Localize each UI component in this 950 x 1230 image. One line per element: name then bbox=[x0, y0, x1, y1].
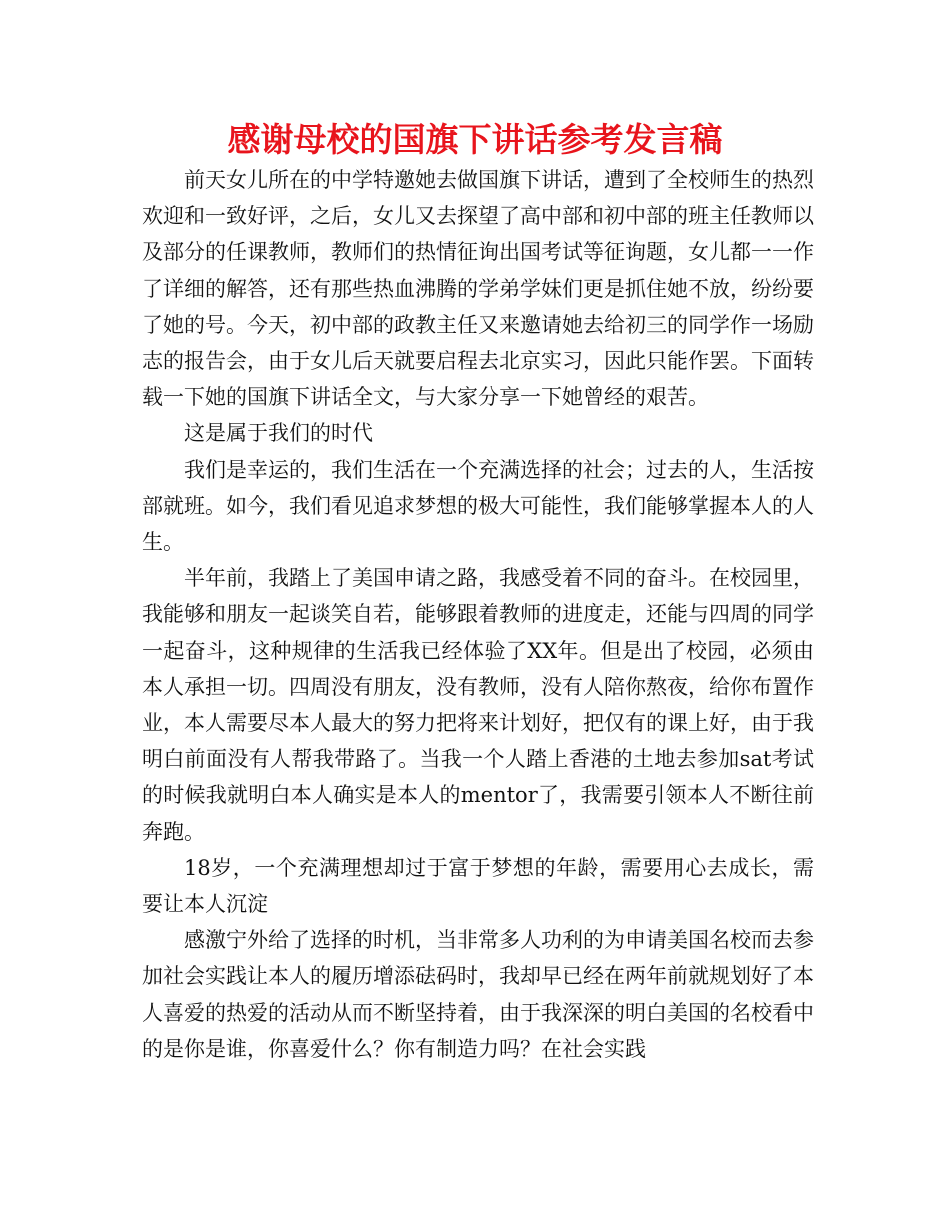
paragraph-eighteen: 18岁，一个充满理想却过于富于梦想的年龄，需要用心去成长，需要让本人沉淀 bbox=[142, 855, 814, 917]
paragraph-speech-title: 这是属于我们的时代 bbox=[184, 421, 373, 446]
document-title: 感谢母校的国旗下讲话参考发言稿 bbox=[227, 120, 723, 159]
paragraph-application-journey: 半年前，我踏上了美国申请之路，我感受着不同的奋斗。在校园里，我能够和朋友一起谈笑自若，能够跟着教师的进度走，还能与四周的同学一起奋斗，这种规律的生活我已经体验了XX年。但是出了校园，必须由本人承担一切。四周没有朋友，没有教师，没有人陪你熬夜，给你布置作业，本人需要尽本人最大的努力把将来计划好，把仅有的课上好，由于我明白前面没有人帮我带路了。当我一个人踏上香港的土地去参加sat考试的时候我就明白本人确实是本人的mentor了，我需要引领本人不断往前奔跑。 bbox=[142, 566, 814, 844]
paragraph-gratitude: 感激宁外给了选择的时机，当非常多人功利的为申请美国名校而去参加社会实践让本人的履历增添砝码时，我却早已经在两年前就规划好了本人喜爱的热爱的活动从而不断坚持着，由于我深深的明白美国的名校看中的是你是谁，你喜爱什么？你有制造力吗？在社会实践 bbox=[142, 928, 814, 1061]
document-body bbox=[142, 162, 814, 1067]
paragraph-lucky-generation: 我们是幸运的，我们生活在一个充满选择的社会；过去的人，生活按部就班。如今，我们看见追求梦想的极大可能性，我们能够掌握本人的人生。 bbox=[142, 457, 814, 555]
paragraph-intro: 前天女儿所在的中学特邀她去做国旗下讲话，遭到了全校师生的热烈欢迎和一致好评，之后，女儿又去探望了高中部和初中部的班主任教师以及部分的任课教师，教师们的热情征询出国考试等征询题，女儿都一一作了详细的解答，还有那些热血沸腾的学弟学妹们更是抓住她不放，纷纷要了她的号。今天，初中部的政教主任又来邀请她去给初三的同学作一场励志的报告会，由于女儿后天就要启程去北京实习，因此只能作罢。下面转载一下她的国旗下讲话全文，与大家分享一下她曾经的艰苦。 bbox=[142, 168, 814, 410]
